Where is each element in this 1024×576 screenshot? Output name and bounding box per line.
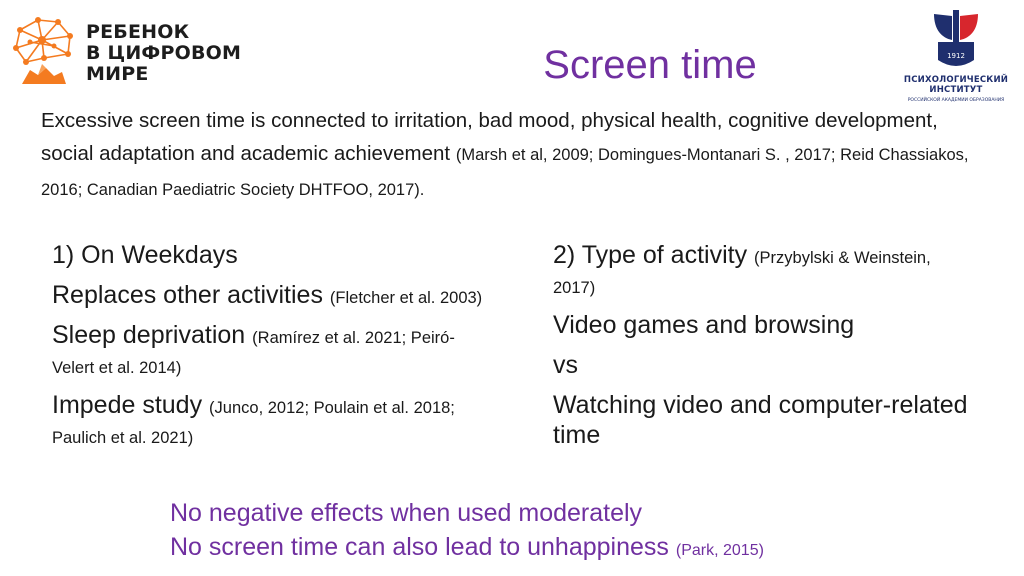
item-citation: (Fletcher et al. 2003) bbox=[329, 289, 483, 307]
item-text: vs bbox=[553, 351, 578, 379]
item-text: Watching video and computer-related time bbox=[553, 391, 968, 449]
list-item bbox=[553, 350, 973, 380]
list-item bbox=[52, 390, 492, 450]
item-text: Sleep deprivation bbox=[52, 321, 246, 349]
institute-subtitle: РОССИЙСКОЙ АКАДЕМИИ ОБРАЗОВАНИЯ bbox=[907, 98, 1005, 103]
intro-citation: (Marsh et al, 2009; Domingues-Montanari S. , 2017; Reid Chassiakos, 2016; Canadian Paediatric Society DHTFOO, 2017) bbox=[41, 146, 969, 199]
intro-end: . bbox=[419, 181, 425, 199]
list-item bbox=[52, 240, 492, 270]
logo-line-2: В ЦИФРОВОМ bbox=[86, 42, 242, 64]
conclusion-line-1: No negative effects when used moderately bbox=[170, 499, 643, 527]
list-item bbox=[553, 240, 973, 300]
logo-line-1: РЕБЕНОК bbox=[86, 21, 190, 43]
conclusion-line-2 bbox=[170, 530, 930, 568]
list-item bbox=[52, 280, 492, 310]
item-citation: (Ramírez et al. 2021; Peiró-Velert et al. 2014) bbox=[52, 329, 455, 377]
institute-name bbox=[898, 75, 1014, 95]
conclusion-text: No screen time can also lead to unhappiness bbox=[170, 533, 669, 561]
list-item bbox=[553, 310, 973, 340]
psychological-institute-logo bbox=[898, 8, 1014, 108]
weekdays-column bbox=[52, 240, 492, 460]
slide-title: Screen time bbox=[543, 43, 757, 87]
item-text: Impede study bbox=[52, 391, 203, 419]
network-head-icon bbox=[8, 12, 83, 87]
logo-line-3: МИРЕ bbox=[86, 63, 149, 85]
list-item bbox=[52, 320, 492, 380]
activity-type-column bbox=[553, 240, 973, 460]
item-text: 2) Type of activity bbox=[553, 241, 748, 269]
institute-name-line-1: ПСИХОЛОГИЧЕСКИЙ bbox=[903, 75, 1009, 85]
item-text: 1) On Weekdays bbox=[52, 241, 238, 269]
item-text: Video games and browsing bbox=[553, 311, 855, 339]
item-citation: (Przybylski & Weinstein, 2017) bbox=[553, 249, 931, 297]
item-citation: (Junco, 2012; Poulain et al. 2018; Paulich et al. 2021) bbox=[52, 399, 455, 447]
conclusions bbox=[170, 496, 930, 568]
item-text: Replaces other activities bbox=[52, 281, 323, 309]
institute-name-line-2: ИНСТИТУТ bbox=[929, 85, 983, 95]
intro-text: Excessive screen time is connected to irritation, bad mood, physical health, cognitive development, social adaptation and academic achievement bbox=[41, 109, 938, 165]
intro-paragraph bbox=[41, 104, 971, 207]
list-item bbox=[553, 390, 973, 450]
child-in-digital-world-logo bbox=[8, 12, 242, 92]
psi-emblem-icon bbox=[898, 8, 1014, 76]
conclusion-citation: (Park, 2015) bbox=[675, 542, 764, 559]
institute-year: 1912 bbox=[947, 52, 965, 60]
logo-wordmark bbox=[86, 21, 242, 85]
